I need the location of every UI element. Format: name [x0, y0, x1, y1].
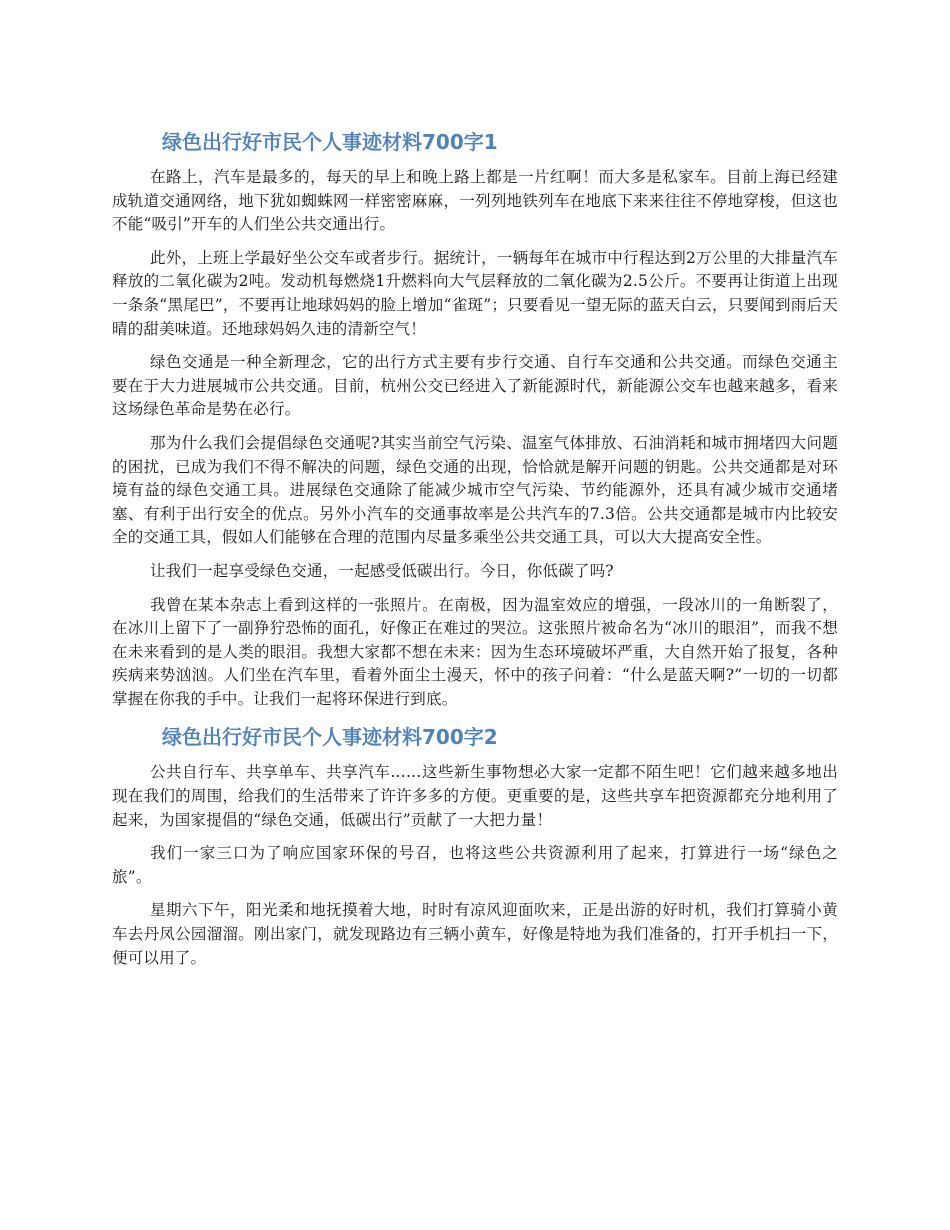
paragraph: 公共自行车、共享单车、共享汽车……这些新生事物想必大家一定都不陌生吧！它们越来越多地出现在我们的周围，给我们的生活带来了许许多多的方便。更重要的是，这些共享车把资源都充分地利用了起来，为国家提倡的“绿色交通，低碳出行”贡献了一大把力量！ — [112, 763, 838, 829]
paragraph: 让我们一起享受绿色交通，一起感受低碳出行。今日，你低碳了吗? — [150, 561, 614, 580]
section-2 — [112, 721, 838, 970]
section-title: 绿色出行好市民个人事迹材料700字2 — [162, 725, 498, 750]
paragraph: 那为什么我们会提倡绿色交通呢?其实当前空气污染、温室气体排放、石油消耗和城市拥堵四大问题的困扰，已成为我们不得不解决的问题，绿色交通的出现，恰恰就是解开问题的钥匙。公共交通都是对环境有益的绿色交通工具。进展绿色交通除了能减少城市空气污染、节约能源外，还具有减少城市交通堵塞、有利于出行安全的优点。另外小汽车的交通事故率是公共汽车的7.3倍。公共交通都是城市内比较安全的交通工具，假如人们能够在合理的范围内尽量多乘坐公共交通工具，可以大大提高安全性。 — [112, 433, 838, 547]
paragraph: 我们一家三口为了响应国家环保的号召，也将这些公共资源利用了起来，打算进行一场“绿色之旅”。 — [112, 844, 838, 886]
paragraph: 此外，上班上学最好坐公交车或者步行。据统计，一辆每年在城市中行程达到2万公里的大排量汽车释放的二氧化碳为2吨。发动机每燃烧1升燃料向大气层释放的二氧化碳为2.5公斤。不要再让街道上出现一条条“黑尾巴”，不要再让地球妈妈的脸上增加“雀斑”；只要看见一望无际的蓝天白云，只要闻到雨后天晴的甜美味道。还地球妈妈久违的清新空气！ — [112, 248, 838, 338]
paragraph: 绿色交通是一种全新理念，它的出行方式主要有步行交通、自行车交通和公共交通。而绿色交通主要在于大力进展城市公共交通。目前，杭州公交已经进入了新能源时代，新能源公交车也越来越多，看来这场绿色革命是势在必行。 — [112, 353, 838, 419]
paragraph: 星期六下午，阳光柔和地抚摸着大地，时时有凉风迎面吹来，正是出游的好时机，我们打算骑小黄车去丹凤公园溜溜。刚出家门，就发现路边有三辆小黄车，好像是特地为我们准备的，打开手机扫一下，便可以用了。 — [112, 901, 838, 967]
document-page — [112, 126, 838, 980]
paragraph: 我曾在某本杂志上看到这样的一张照片。在南极，因为温室效应的增强，一段冰川的一角断裂了，在冰川上留下了一副狰狞恐怖的面孔，好像正在难过的哭泣。这张照片被命名为“冰川的眼泪”，而我不想在未来看到的是人类的眼泪。我想大家都不想在未来：因为生态环境破坏严重，大自然开始了报复，各种疾病来势汹汹。人们坐在汽车里，看着外面尘土漫天，怀中的孩子问着：“什么是蓝天啊?”一切的一切都掌握在你我的手中。让我们一起将环保进行到底。 — [112, 595, 838, 708]
section-1 — [112, 126, 838, 711]
paragraph: 在路上，汽车是最多的，每天的早上和晚上路上都是一片红啊！而大多是私家车。目前上海已经建成轨道交通网络，地下犹如蜘蛛网一样密密麻麻，一列列地铁列车在地底下来来往往不停地穿梭，但这也不能“吸引”开车的人们坐公共交通出行。 — [112, 168, 838, 234]
section-title: 绿色出行好市民个人事迹材料700字1 — [162, 130, 498, 154]
